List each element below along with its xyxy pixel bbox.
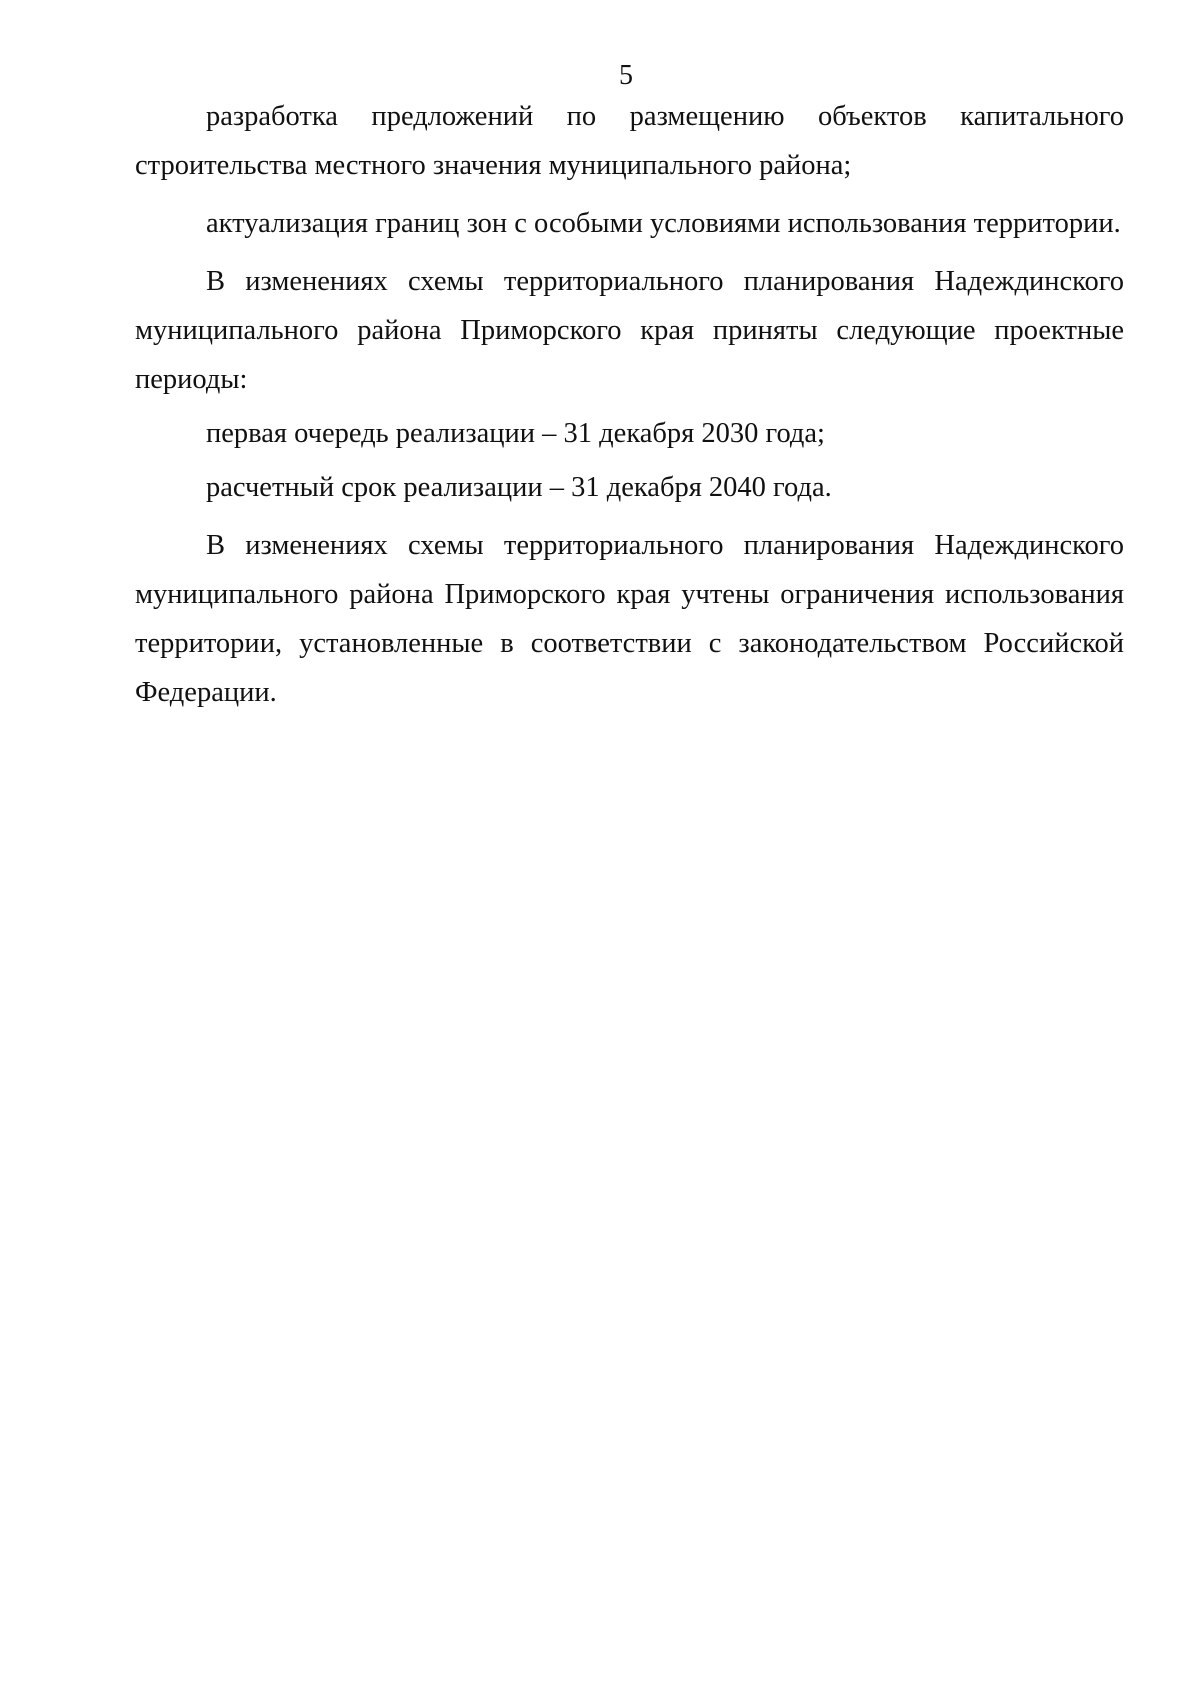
paragraph-project-periods: В изменениях схемы территориального планирования Надеждинского муниципального района Приморского края приняты следующие проектные периоды:	[135, 266, 1124, 395]
paragraph-first-stage: первая очередь реализации – 31 декабря 2030 года;	[206, 418, 825, 449]
document-body	[135, 92, 1124, 717]
paragraph-zone-boundaries: актуализация границ зон с особыми условиями использования территории.	[206, 208, 1121, 239]
paragraph-restrictions: В изменениях схемы территориального планирования Надеждинского муниципального района Приморского края учтены ограничения использования территории, установленные в соответствии с законодательством Российской Федерации.	[135, 530, 1124, 708]
paragraph-estimated-term: расчетный срок реализации – 31 декабря 2040 года.	[206, 472, 832, 503]
paragraph-proposals: разработка предложений по размещению объектов капитального строительства местного значения муниципального района;	[135, 101, 1124, 181]
page-number: 5	[619, 60, 633, 91]
